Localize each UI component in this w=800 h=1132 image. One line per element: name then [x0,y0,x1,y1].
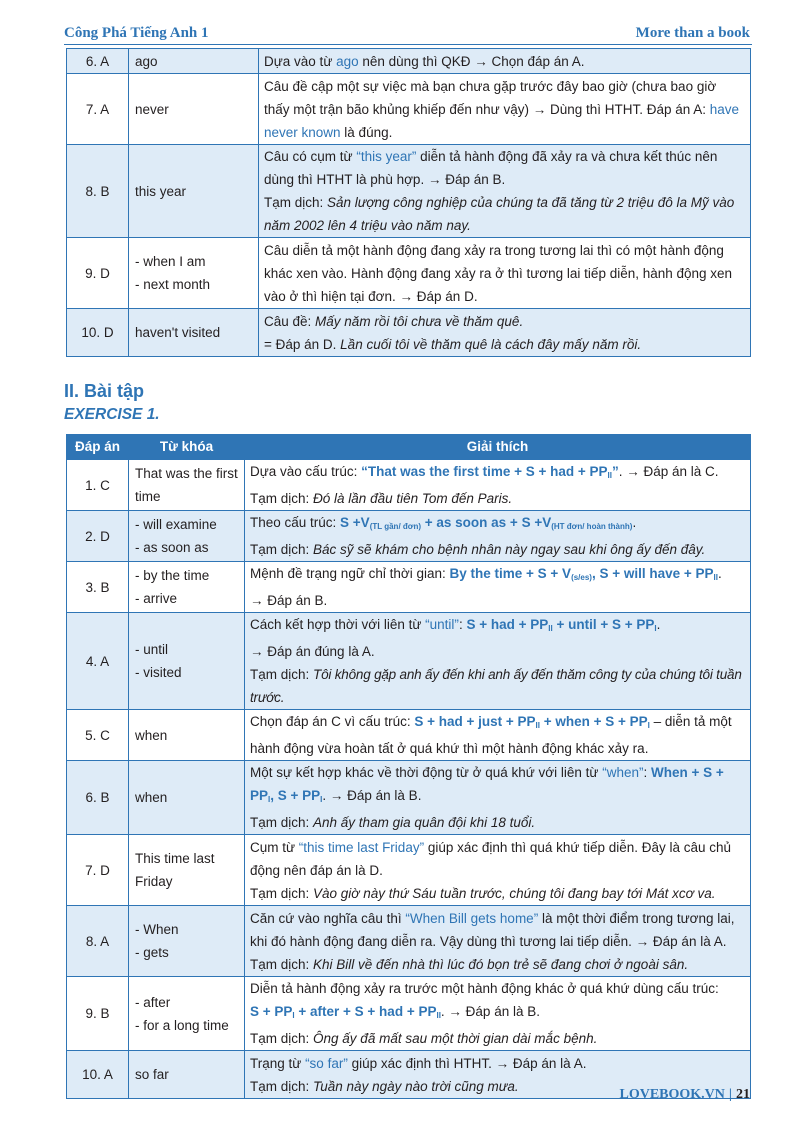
formula-subscript: I [268,795,271,804]
answer-cell: 7. A [67,74,129,145]
translation-label: Tạm dịch: [250,1078,314,1094]
explanation-text: nên dùng thì QKĐ → Chọn đáp án A. [358,53,585,69]
formula-part: , S + PP [270,788,321,803]
keyword-line: - will examine [135,517,217,532]
keyword-line: - arrive [135,591,178,606]
table-row [67,613,751,710]
explanation-text: . → Đáp án là B. [440,1004,540,1019]
footer-site: LOVEBOOK.VN [619,1087,725,1102]
keyword-cell: this year [129,145,259,238]
explanation-text: → Đáp án đúng là A. [250,644,375,659]
keyword-line: - visited [135,665,182,680]
keyword-cell: never [129,74,259,145]
answer-cell: 9. D [67,238,129,309]
footer-separator: | [728,1087,732,1102]
explanation-text: diễn tả hành động đã xảy ra và chưa kết thúc nên dùng thì HTHT là phù hợp. → Đáp án B. [264,149,718,187]
explanation-text: Trạng từ [250,1055,306,1071]
formula-part: + until + S + PP [552,617,655,632]
column-header-answer: Đáp án [67,435,129,460]
table-row [67,145,751,238]
formula-subscript: II [548,624,553,633]
table-row [67,511,751,562]
explanation-text: Một sự kết hợp khác về thời động từ ở quá khứ với liên từ [250,765,603,780]
explanation-text: Cách kết hợp thời với liên từ [250,617,426,632]
answer-cell: 7. D [67,835,129,906]
answer-table-continued [66,48,751,357]
explanation-cell [259,49,751,74]
explanation-cell: Câu diễn tả một hành động đang xảy ra trong tương lai thì có một hành động khác xen vào. Hành động đang xảy ra ở thì tương lai tiếp diễn, hành động xen vào ở thì hiện tại đơn. → Đáp án D. [259,238,751,309]
table-row [67,906,751,977]
formula-part: , S + will have + PP [591,566,714,581]
answer-cell: 2. D [67,511,129,562]
structure-formula [414,714,650,729]
keyword-highlight: “When Bill gets home” [405,910,539,926]
translation-text: Anh ấy tham gia quân đội khi 18 tuổi. [313,815,536,830]
answer-cell: 6. A [67,49,129,74]
keyword-cell [129,511,245,562]
translation-label: Tạm dịch: [250,667,314,682]
explanation-text: là đúng. [340,124,393,140]
translation-label: Tạm dịch: [250,491,314,506]
keyword-line: Friday [135,874,173,889]
keyword-line: - gets [135,945,169,960]
explanation-cell [245,613,751,710]
formula-subscript: I [647,721,650,730]
book-title: Công Phá Tiếng Anh 1 [64,25,209,41]
table-row [67,49,751,74]
explanation-text: : [643,765,651,780]
keyword-highlight: “so far” [305,1055,348,1071]
explanation-text: Dựa vào từ [264,53,337,69]
column-header-explanation: Giải thích [245,435,751,460]
keyword-line: - until [135,642,169,657]
formula-subscript: (TL gần/ đơn) [369,522,422,531]
question-text: Mấy năm rồi tôi chưa về thăm quê. [315,313,524,329]
explanation-text: Diễn tả hành động xảy ra trước một hành động khác ở quá khứ dùng cấu trúc: [250,981,719,996]
keyword-line: - next month [135,277,211,292]
explanation-cell [245,511,751,562]
formula-part: S + had + just + PP [414,714,536,729]
explanation-text: Theo cấu trúc: [250,515,341,530]
column-header-keyword: Từ khóa [129,435,245,460]
translation-text: Vào giờ này thứ Sáu tuần trước, chúng tôi đang bay tới Mát xcơ va. [313,885,716,901]
explanation-text: . [656,617,661,632]
keyword-cell [129,562,245,613]
explanation-text: . [717,566,722,581]
explanation-text: Câu có cụm từ [264,149,357,164]
keyword-highlight: “this year” [356,149,417,164]
answer-cell: 1. C [67,460,129,511]
explanation-text: giúp xác định thì HTHT. → Đáp án là A. [347,1055,587,1071]
explanation-cell [259,309,751,357]
translation-text: Khi Bill về đến nhà thì lúc đó bọn trẻ sẽ đang chơi ở ngoài sân. [313,956,689,972]
keyword-cell: when [129,761,245,835]
explanation-text: Dựa vào cấu trúc: [250,464,362,479]
table-row [67,238,751,309]
translation-label: Tạm dịch: [250,815,314,830]
formula-part: When + S + PP [250,765,724,803]
keyword-line: - for a long time [135,1017,229,1033]
keyword-line: time [135,489,161,504]
exercise-1-table [66,434,751,1099]
formula-subscript: II [607,471,612,480]
keyword-cell: so far [129,1051,245,1099]
formula-subscript: II [535,721,540,730]
explanation-cell [259,145,751,238]
translation-text: Ông ấy đã mất sau một thời gian dài mắc bệnh. [313,1031,598,1046]
answer-cell: 8. B [67,145,129,238]
formula-part: ” [612,464,619,479]
formula-part: + as soon as + S +V [421,515,552,530]
keyword-line: - by the time [135,568,210,583]
keyword-cell: ago [129,49,259,74]
translation-text: Tôi không gặp anh ấy đến khi anh ấy đến thăm công ty của chúng tôi tuần trước. [250,667,742,705]
structure-formula [450,566,718,581]
table-row [67,562,751,613]
explanation-text: giúp xác định thì quá khứ tiếp diễn. Đây là câu chủ động nên đáp án là D. [250,839,732,878]
explanation-text: Mệnh đề trạng ngữ chỉ thời gian: [250,566,450,581]
explanation-cell [245,761,751,835]
formula-part: By the time + S + V [449,566,572,581]
structure-formula [361,464,619,479]
keyword-line: - after [135,994,171,1010]
explanation-text: – diễn tả một hành động vừa hoàn tất ở quá khứ thì một hành động khác xảy ra. [250,714,732,756]
explanation-cell [245,562,751,613]
formula-part: S +V [340,515,370,530]
keyword-line: - as soon as [135,540,209,555]
translation-text: Đó là lần đầu tiên Tom đến Paris. [313,491,513,506]
answer-cell: 4. A [67,613,129,710]
keyword-highlight: ago [336,53,359,69]
structure-formula [250,1004,441,1019]
translation-label: Tạm dịch: [250,1031,314,1046]
table-row [67,309,751,357]
keyword-cell [129,238,259,309]
keyword-line: - When [135,922,179,937]
answer-cell: 3. B [67,562,129,613]
answer-cell: 9. B [67,977,129,1051]
formula-subscript: I [292,1011,295,1020]
book-tagline: More than a book [635,25,750,41]
table-row [67,761,751,835]
translation-label: Tạm dịch: [250,956,314,972]
answer-cell: 10. A [67,1051,129,1099]
explanation-cell [245,835,751,906]
keyword-cell [129,906,245,977]
formula-part: + after + S + had + PP [294,1004,437,1019]
keyword-highlight: “this time last Friday” [298,839,425,855]
answer-cell: 5. C [67,710,129,761]
formula-subscript: II [436,1011,441,1020]
table-row [67,977,751,1051]
translation-text: Sản lượng công nghiệp của chúng ta đã tăng từ 2 triệu đô la Mỹ vào năm 2002 lên 4 triệu vào năm nay. [264,195,735,233]
explanation-text: . → Đáp án là C. [618,464,719,479]
equivalent-label: = Đáp án D. [264,336,341,352]
keyword-cell [129,613,245,710]
formula-part: S + had + PP [466,617,549,632]
explanation-cell [245,906,751,977]
page-footer [620,1087,751,1103]
formula-subscript: (HT đơn/ hoàn thành) [551,522,633,531]
answer-cell: 10. D [67,309,129,357]
explanation-text: Cụm từ [250,839,299,855]
explanation-text: . → Đáp án là B. [322,788,422,803]
formula-subscript: I [320,795,323,804]
keyword-line: That was the first [135,466,238,481]
translation-text: Tuần này ngày nào trời cũng mưa. [313,1078,519,1094]
formula-subscript: I [654,624,657,633]
translation-label: Tạm dịch: [250,885,314,901]
keyword-highlight: “when” [602,765,644,780]
translation-label: Tạm dịch: [264,195,328,210]
answer-cell: 8. A [67,906,129,977]
equivalent-text: Lần cuối tôi về thăm quê là cách đây mấy năm rồi. [340,336,642,352]
table-header-row [67,435,751,460]
explanation-cell [259,74,751,145]
page-number: 21 [736,1087,750,1102]
formula-part: “That was the first time + S + had + PP [361,464,608,479]
explanation-cell [245,710,751,761]
exercise-title: EXERCISE 1. [64,406,160,423]
question-label: Câu đề: [264,313,316,329]
explanation-text: là một thời điểm trong tương lai, khi đó hành động đang diễn ra. Vậy dùng thì tương lai tiếp diễn. → Đáp án là A. [250,910,735,949]
explanation-text: . [632,515,637,530]
explanation-cell [245,460,751,511]
explanation-text: : [458,617,467,632]
header-rule [64,44,752,45]
table-row [67,460,751,511]
explanation-text: Căn cứ vào nghĩa câu thì [250,910,406,926]
keyword-line: - when I am [135,254,206,269]
formula-subscript: II [713,573,718,582]
table-row [67,710,751,761]
explanation-text: Câu đề cập một sự việc mà bạn chưa gặp trước đây bao giờ (chưa bao giờ thấy một trận bão khủng khiếp đến như vậy) → Dùng thì HTHT. Đáp án A: [264,78,717,117]
structure-formula [340,515,632,530]
keyword-cell [129,460,245,511]
keyword-highlight: “until” [425,617,459,632]
section-title: II. Bài tập [64,381,145,401]
table-row [67,74,751,145]
formula-part: S + PP [250,1004,293,1019]
explanation-text: Chọn đáp án C vì cấu trúc: [250,714,415,729]
structure-formula [466,617,656,632]
explanation-text: → Đáp án B. [250,593,328,608]
keyword-cell [129,835,245,906]
keyword-cell: haven't visited [129,309,259,357]
table-row [67,835,751,906]
answer-cell: 6. B [67,761,129,835]
formula-subscript: (s/es) [571,573,592,582]
translation-text: Bác sỹ sẽ khám cho bệnh nhân này ngay sau khi ông ấy đến đây. [313,542,706,557]
keyword-highlight: have never known [264,101,740,140]
keyword-cell: when [129,710,245,761]
keyword-cell [129,977,245,1051]
explanation-cell [245,977,751,1051]
formula-part: + when + S + PP [539,714,648,729]
translation-label: Tạm dịch: [250,542,314,557]
keyword-line: This time last [135,851,215,866]
